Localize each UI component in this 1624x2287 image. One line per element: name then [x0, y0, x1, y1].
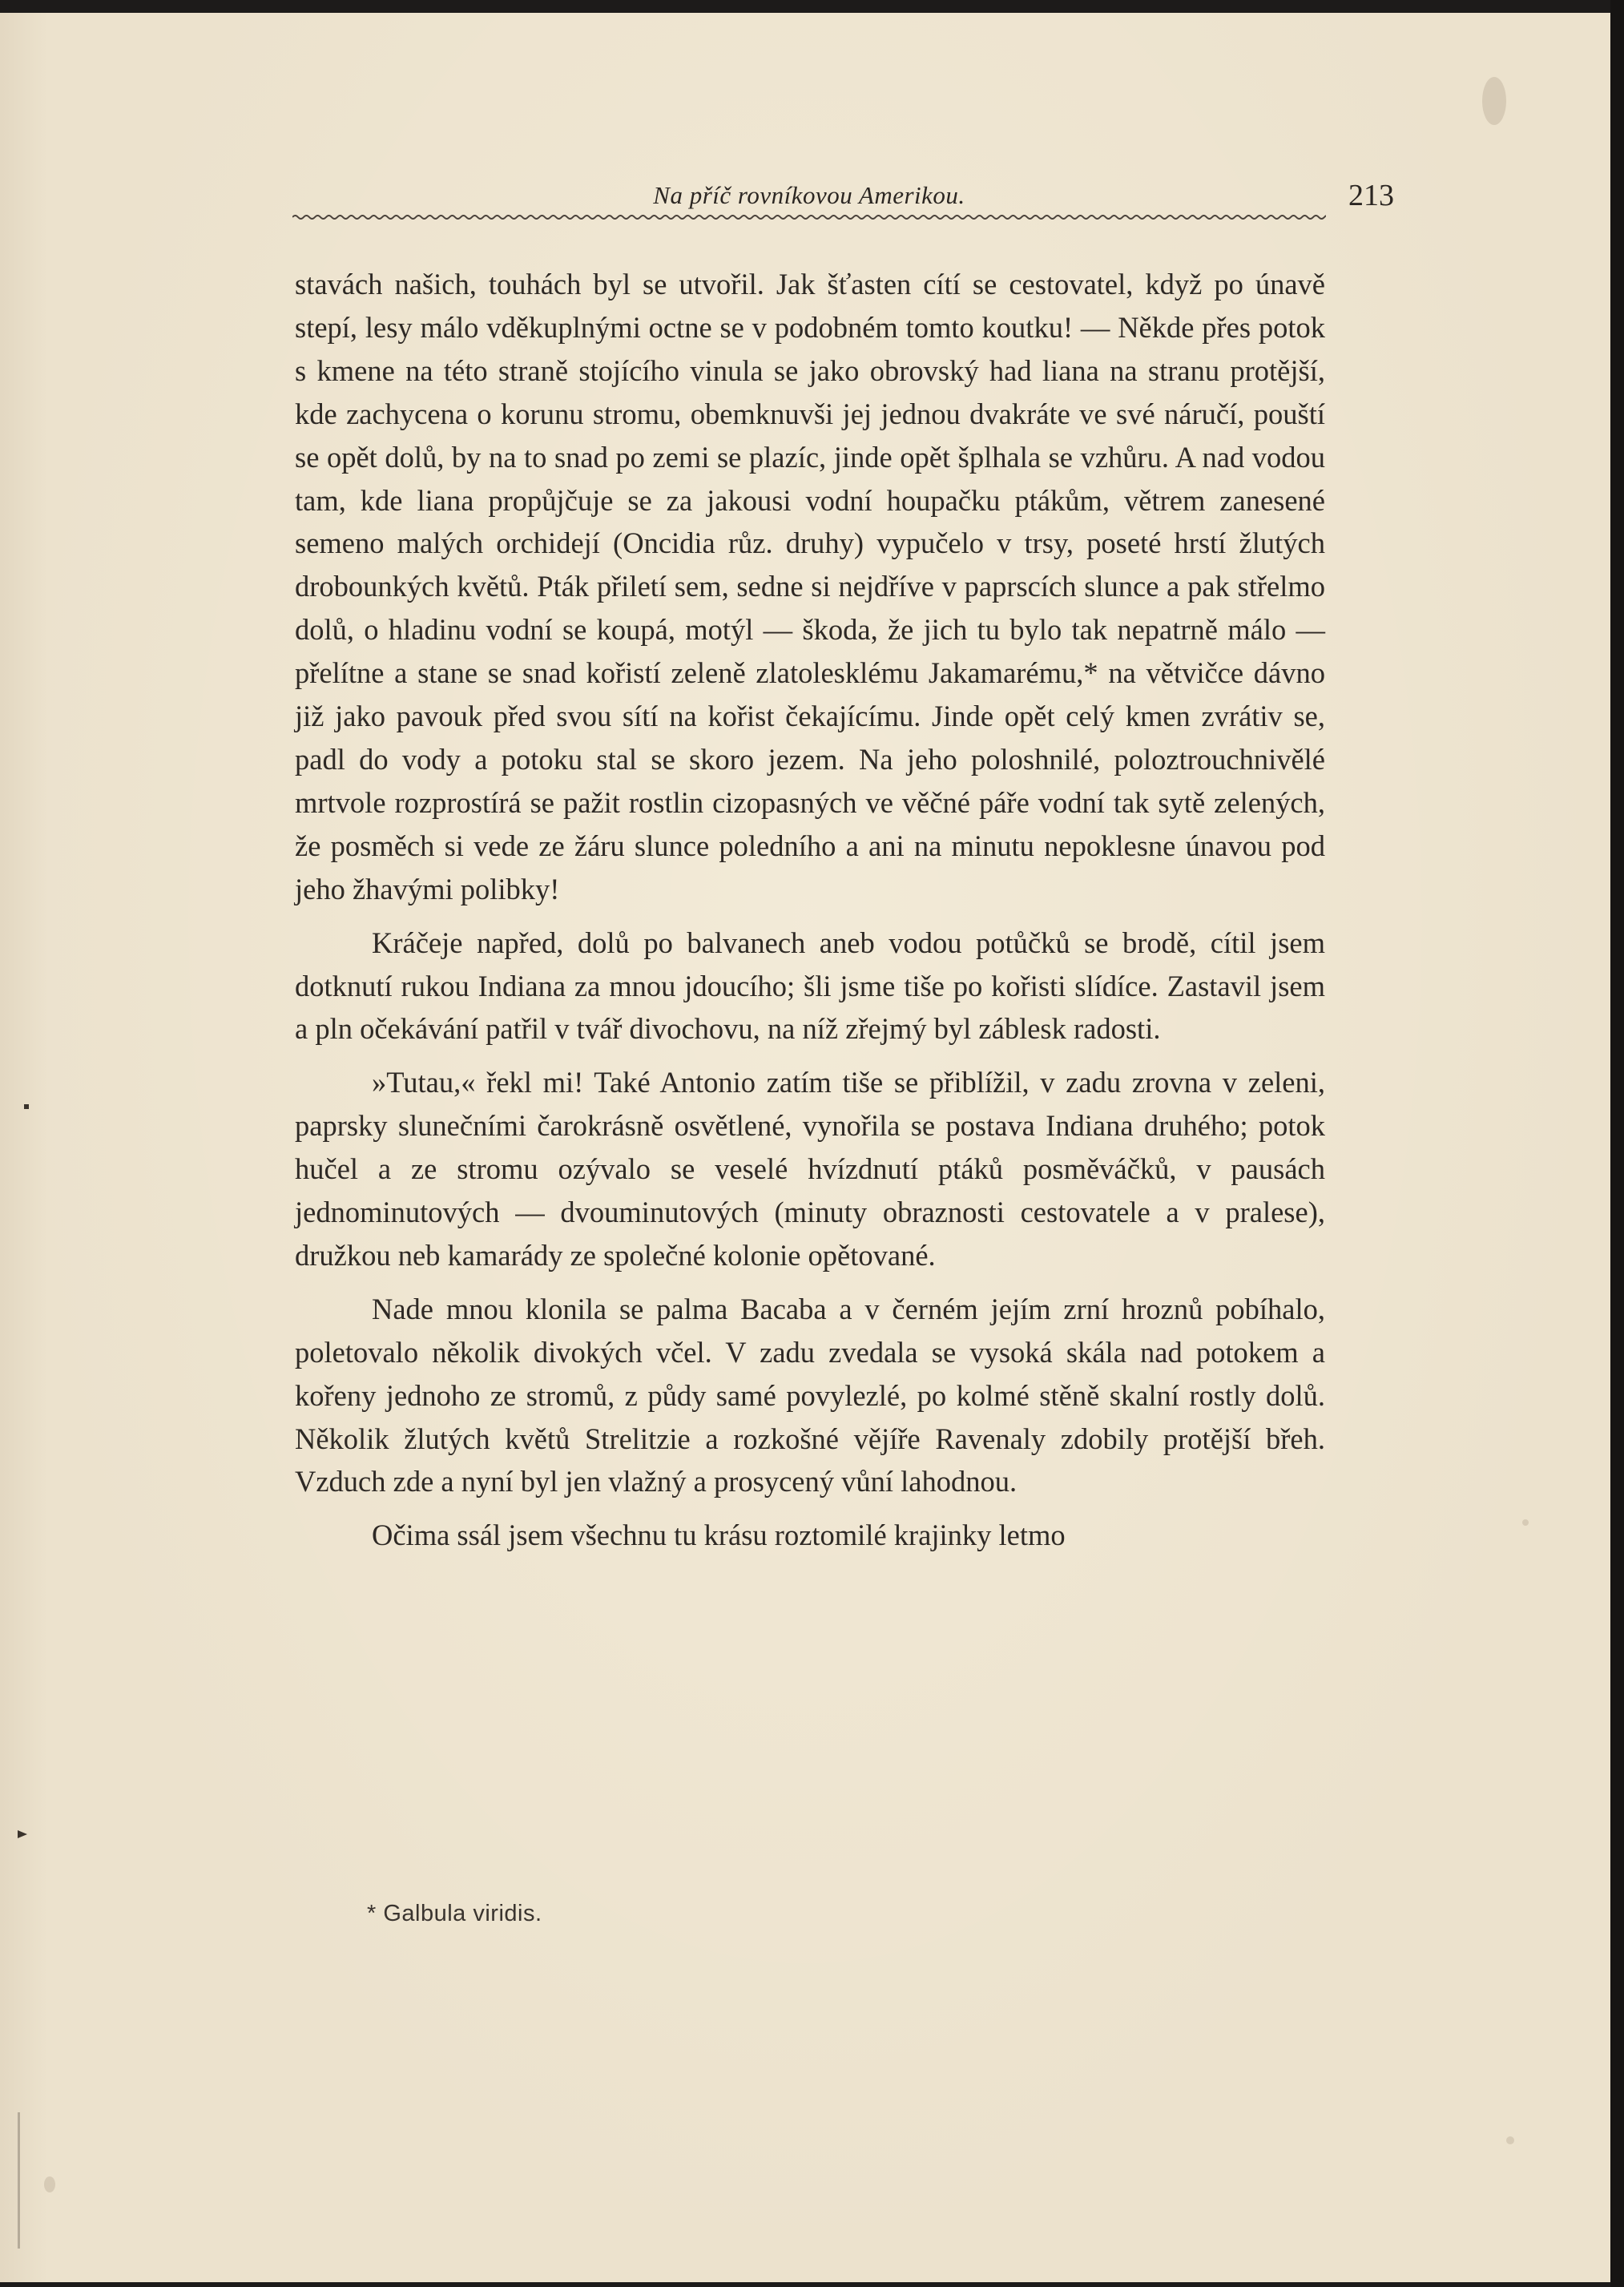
page-number: 213 [1348, 179, 1394, 212]
margin-mark [18, 2112, 20, 2249]
paragraph: Očima ssál jsem všechnu tu krásu roztomilé krajinky letmo [372, 1519, 1066, 1552]
margin-mark [24, 1104, 29, 1109]
paragraph: »Tutau,« řekl mi! Také Antonio zatím tiše se přiblížil, v zadu zrovna v zeleni, paprsky slunečními čarokrásně osvětlené, vynořila se postava Indiana druhého; potok hučel a ze stromu ozývalo se veselé hvízdnutí ptáků posměváčků, v pausách jednominutových — dvouminutových (minuty obraznosti cestovatele a v pralese), družkou neb kamarády ze společné kolonie opětované. [295, 1066, 1325, 1272]
paper-stain [1482, 77, 1506, 125]
paragraph: stavách našich, touhách byl se utvořil. Jak šťasten cítí se cestovatel, když po únavě stepí, lesy málo vděkuplnými octne se v podobném tomto koutku! — Někde přes potok s kmene na této straně stojícího vinula se jako obrovský had liana na stranu protější, kde zachycena o korunu stromu, obemknuvši jej jednou dvakráte ve své náručí, pouští se opět dolů, by na to snad po zemi se plazíc, jinde opět šplhala se vzhůru. A nad vodou tam, kde liana propůjčuje se za jakousi vodní houpačku ptákům, větrem zanesené semeno malých orchidejí (Oncidia růz. druhy) vypučelo v trsy, poseté hrstí žlutých drobounkých květů. Pták přiletí sem, sedne si nejdříve v paprscích slunce a pak střelmo dolů, o hladinu vodní se koupá, motýl — škoda, že jich tu bylo tak nepatrně málo — přelítne a stane se snad kořistí zeleně zlatolesklému Jakamarému,* na větvičce dávno již jako pavouk před svou sítí na kořist čekajícímu. Jinde opět celý kmen zvrátiv se, padl do vody a potoku stal se skoro jezem. Na jeho poloshnilé, poloztrouchnivělé mrtvole rozprostírá se pažit rostlin cizopasných ve věčné páře vodní tak sytě zelených, že posměch si vede ze žáru slunce poledního a ani na minutu nepoklesne únavou pod jeho žhavými polibky! [295, 268, 1325, 906]
margin-mark [18, 1830, 27, 1838]
wavy-rule [292, 213, 1326, 221]
footnote: * Galbula viridis. [367, 1901, 542, 1926]
running-header [292, 173, 1394, 221]
paragraph: Kráčeje napřed, dolů po balvanech aneb vodou potůčků se brodě, cítil jsem dotknutí rukou Indiana za mnou jdoucího; šli jsme tiše po kořisti slídíce. Zastavil jsem a pln očekávání patřil v tvář divochovu, na níž zřejmý byl záblesk radosti. [295, 926, 1325, 1046]
paper-stain [1522, 1519, 1529, 1526]
paper-stain [1506, 2136, 1514, 2144]
running-title: Na příč rovníkovou Amerikou. [653, 181, 965, 209]
book-page [0, 13, 1610, 2282]
scan-edge [1610, 0, 1624, 2287]
paragraph: Nade mnou klonila se palma Bacaba a v černém jejím zrní hroznů pobíhalo, poletovalo několik divokých včel. V zadu zvedala se vysoká skála nad potokem a kořeny jednoho ze stromů, z půdy samé povylezlé, po kolmé stěně skalní rostly dolů. Několik žlutých květů Strelitzie a rozkošné vějíře Ravenaly zdobily protější břeh. Vzduch zde a nyní byl jen vlažný a prosycený vůní lahodnou. [295, 1292, 1325, 1498]
body-text [295, 263, 1325, 1557]
paper-stain [44, 2176, 55, 2192]
